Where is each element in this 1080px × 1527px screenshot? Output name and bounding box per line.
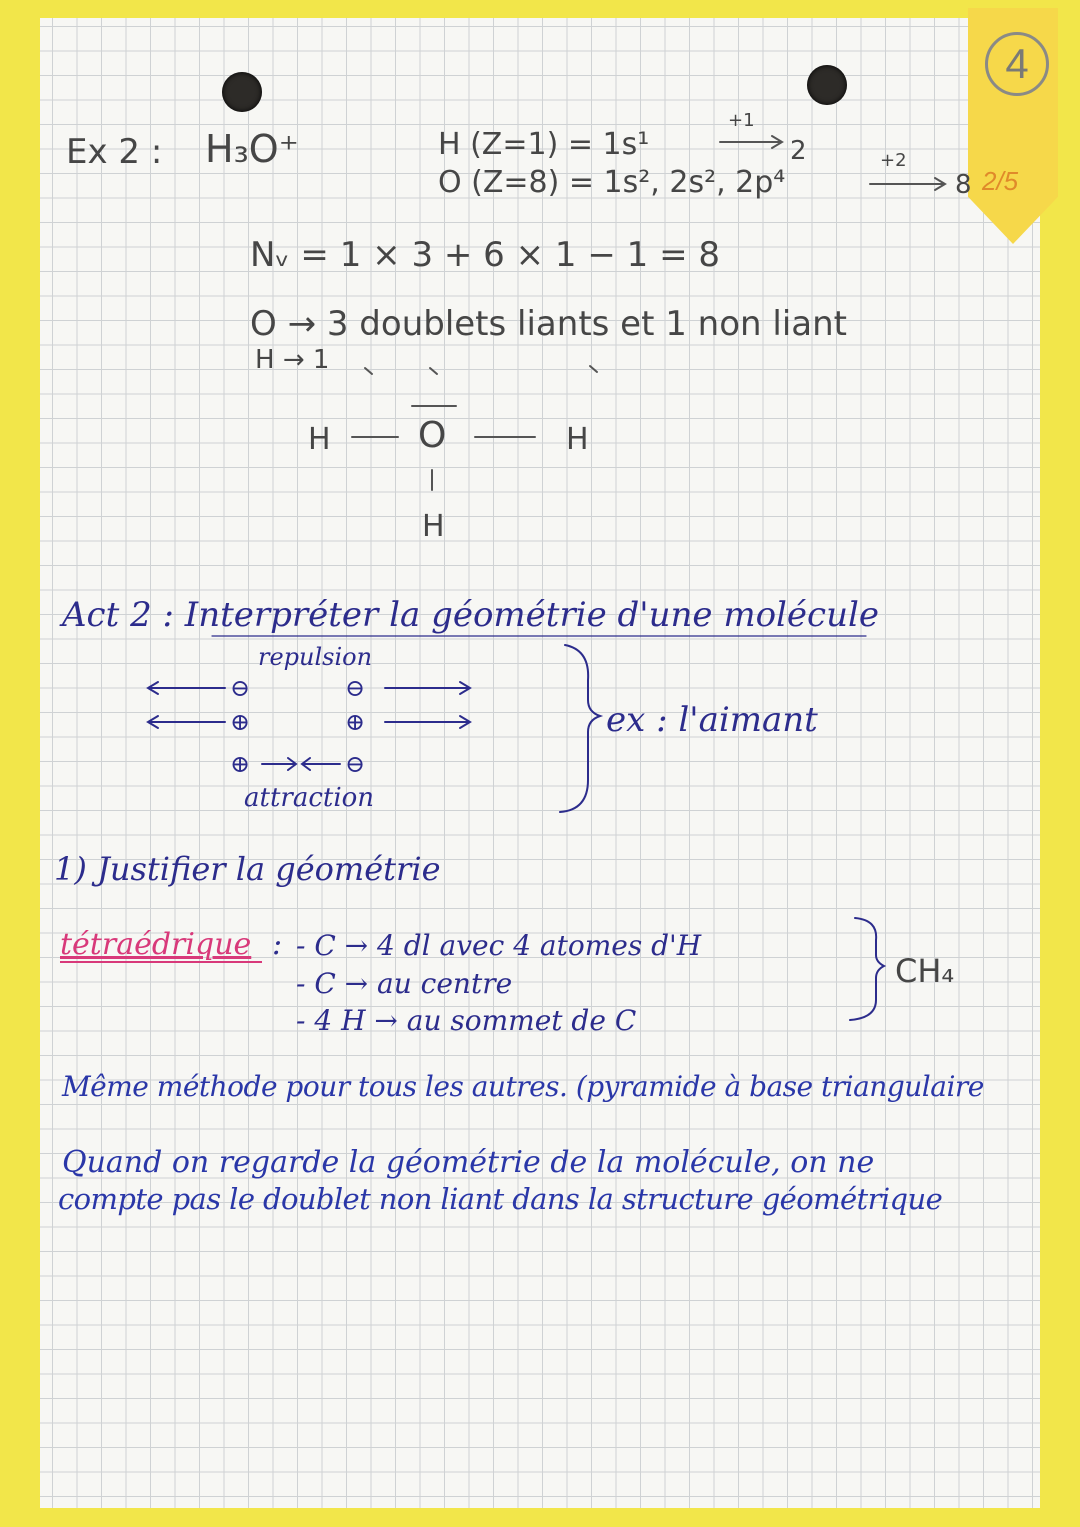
note-line-1: Même méthode pour tous les autres. (pyramide à base triangulaire <box>62 1070 984 1103</box>
config-h-arrow <box>720 136 782 148</box>
repulsion-arrow-right-2 <box>385 716 470 728</box>
page-number: 4 <box>985 32 1049 96</box>
note-line-2: Quand on regarde la géométrie de la molécule, on ne <box>62 1145 875 1180</box>
methane-brace <box>850 918 884 1020</box>
geometry-term: tétraédrique <box>60 927 252 962</box>
charge-minus-attract: ⊖ <box>345 750 366 778</box>
attraction-arrow-right <box>262 758 296 770</box>
charge-plus-left: ⊕ <box>230 708 251 736</box>
repulsion-label: repulsion <box>258 643 373 671</box>
hydrogen-doublets: H → 1 <box>255 345 330 375</box>
charge-plus-attract: ⊕ <box>230 750 251 778</box>
geometry-colon: : <box>272 927 283 962</box>
config-o-arrow-label: +2 <box>880 150 907 171</box>
repulsion-arrow-left-2 <box>148 716 225 728</box>
config-o-result: 8 <box>955 170 972 200</box>
valence-count: Nᵥ = 1 × 3 + 6 × 1 − 1 = 8 <box>250 235 721 275</box>
charge-minus-left: ⊖ <box>230 674 251 702</box>
config-h: H (Z=1) = 1s¹ <box>438 127 650 162</box>
lewis-h-right: H <box>566 422 589 457</box>
config-o: O (Z=8) = 1s², 2s², 2p⁴ <box>438 165 786 200</box>
activity-title: Act 2 : Interpréter la géométrie d'une molécule <box>62 595 879 635</box>
repulsion-arrow-left-1 <box>148 682 225 694</box>
question-title: 1) Justifier la géométrie <box>54 850 441 888</box>
charge-minus-right: ⊖ <box>345 674 366 702</box>
lewis-o-center: O <box>418 415 447 456</box>
lewis-h-left: H <box>308 422 331 457</box>
charge-plus-right: ⊕ <box>345 708 366 736</box>
molecule-formula: H₃O⁺ <box>205 127 299 171</box>
exercise-title: Ex 2 : <box>66 132 163 172</box>
oxygen-doublets: O → 3 doublets liants et 1 non liant <box>250 304 847 344</box>
lewis-h-bottom: H <box>422 509 445 544</box>
geometry-line-2: - C → au centre <box>296 967 513 1000</box>
tick-3 <box>590 366 597 372</box>
config-o-arrow <box>870 178 945 190</box>
tick-2 <box>430 368 437 374</box>
config-h-arrow-label: +1 <box>728 110 755 131</box>
methane-formula: CH₄ <box>895 952 955 990</box>
activity-brace <box>560 645 600 812</box>
attraction-label: attraction <box>244 783 375 813</box>
note-line-3: compte pas le doublet non liant dans la structure géométrique <box>58 1182 943 1216</box>
config-h-result: 2 <box>790 136 807 166</box>
geometry-line-1: - C → 4 dl avec 4 atomes d'H <box>296 929 702 962</box>
tick-1 <box>365 368 372 374</box>
geometry-line-3: - 4 H → au sommet de C <box>296 1004 637 1037</box>
repulsion-arrow-right-1 <box>385 682 470 694</box>
attraction-arrow-left <box>302 758 340 770</box>
example-magnet: ex : l'aimant <box>606 700 818 740</box>
grade-label: 2/5 <box>982 166 1019 196</box>
